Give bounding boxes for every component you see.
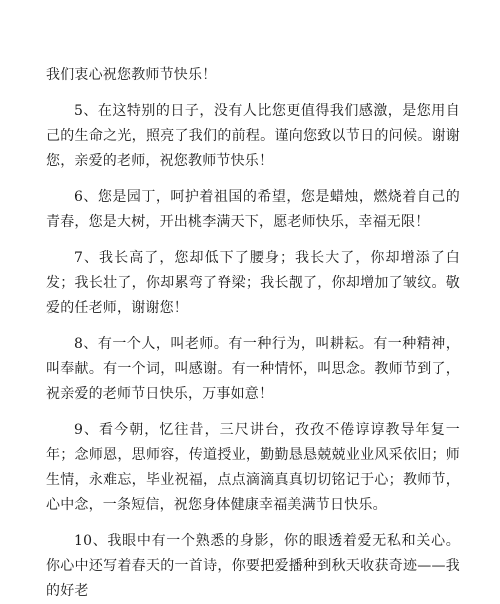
paragraph-9: 9、看今朝，忆往昔，三尺讲台，孜孜不倦谆谆教导年复一年；念师恩，思师容，传道授业，勤勤恳恳兢兢业业风采依旧；师生情，永难忘，毕业祝福，点点滴滴真真切切铭记于心；教师节，心中念，一条短信，祝您身体健康幸福美满节日快乐。 [46,422,460,513]
paragraph-4-continuation: 我们衷心祝您教师节快乐！ [46,67,217,83]
paragraph-gap [46,88,460,99]
paragraph-gap [46,321,460,332]
paragraph-5: 5、在这特别的日子，没有人比您更值得我们感激，是您用自己的生命之光，照亮了我们的前程。谨向您致以节日的问候。谢谢您，亲爱的老师，祝您教师节快乐！ [46,103,460,169]
document-body [46,63,460,604]
paragraph-8: 8、有一个人，叫老师。有一种行为，叫耕耘。有一种精神，叫奉献。有一个词，叫感谢。有一种情怀，叫思念。教师节到了，祝亲爱的老师节日快乐，万事如意！ [46,336,460,402]
paragraph-7: 7、我长高了，您却低下了腰身；我长大了，你却增添了白发；我长壮了，你却累弯了脊梁；我长靓了，你却增加了皱纹。敬爱的任老师，谢谢您！ [46,250,460,316]
paragraph-gap [46,407,460,418]
paragraph-10: 10、我眼中有一个熟悉的身影，你的眼透着爱无私和关心。你心中还写着春天的一首诗，你要把爱播种到秋天收获奇迹——我的好老 [46,533,460,599]
paragraph-gap [46,174,460,185]
paragraph-gap [46,518,460,529]
paragraph-gap [46,235,460,246]
paragraph-6: 6、您是园丁，呵护着祖国的希望，您是蜡烛，燃烧着自己的青春，您是大树，开出桃李满天下，愿老师快乐，幸福无限！ [46,189,460,230]
